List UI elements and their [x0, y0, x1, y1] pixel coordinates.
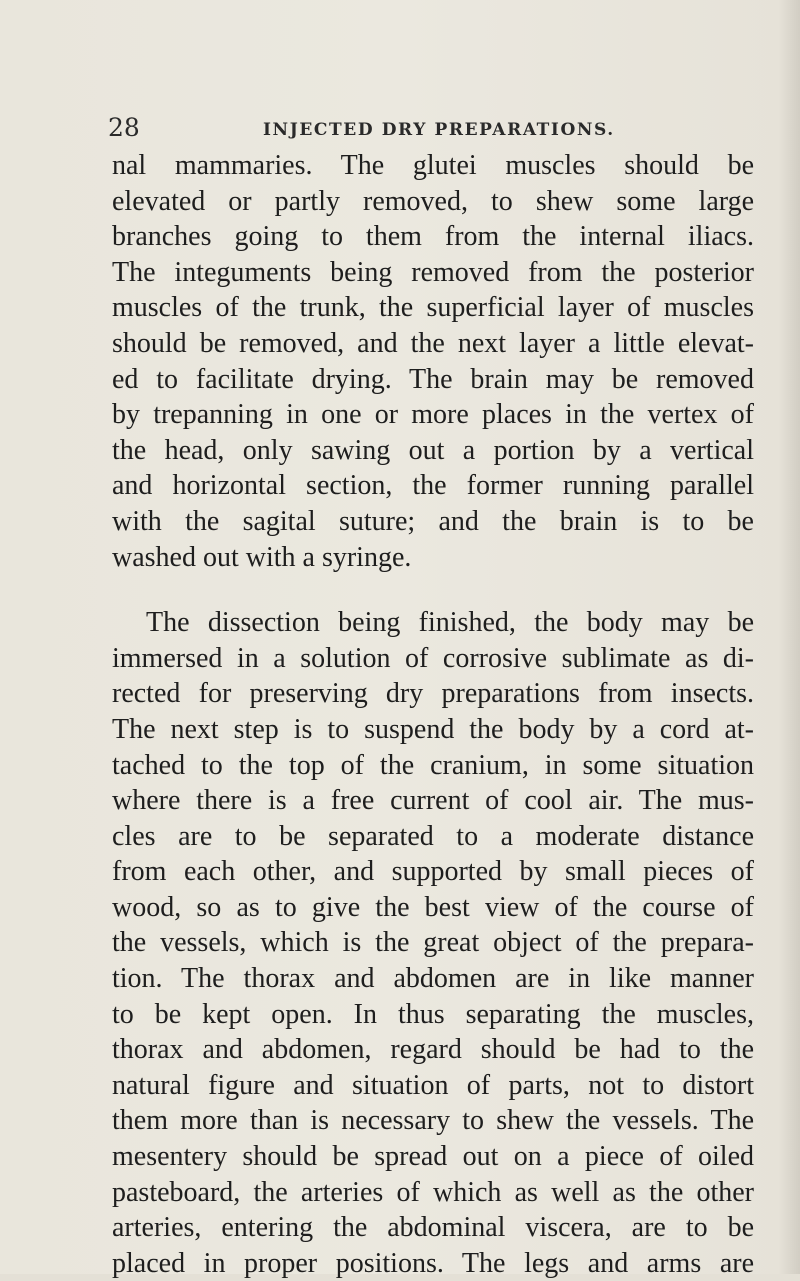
text-line: mesentery should be spread out on a piece of oiled: [112, 1141, 754, 1173]
text-line: rected for preserving dry preparations from insects.: [112, 678, 754, 710]
page-number: 28: [108, 113, 140, 142]
text-line: arteries, entering the abdominal viscera, are to be: [112, 1212, 754, 1244]
text-line: elevated or partly removed, to shew some large: [112, 185, 754, 217]
text-line: placed in proper positions. The legs and arms are: [112, 1247, 754, 1279]
text-line: the vessels, which is the great object of the prepara-: [112, 927, 754, 959]
paragraph-gap: [112, 575, 754, 605]
running-head: INJECTED DRY PREPARATIONS.: [263, 120, 615, 140]
text-line: thorax and abdomen, regard should be had to the: [112, 1034, 754, 1066]
text-line: The integuments being removed from the posterior: [112, 256, 754, 288]
text-line: the head, only sawing out a portion by a vertical: [112, 434, 754, 466]
text-line: where there is a free current of cool air. The mus-: [112, 785, 754, 817]
text-line: them more than is necessary to shew the vessels. The: [112, 1105, 754, 1137]
text-line: cles are to be separated to a moderate distance: [112, 820, 754, 852]
text-line: branches going to them from the internal iliacs.: [112, 221, 754, 253]
page-header: [108, 108, 748, 148]
text-line: from each other, and supported by small pieces of: [112, 856, 754, 888]
text-line: The dissection being finished, the body may be: [146, 607, 754, 639]
text-line: with the sagital suture; and the brain is to be: [112, 505, 754, 537]
text-line: to be kept open. In thus separating the muscles,: [112, 998, 754, 1030]
text-line: immersed in a solution of corrosive sublimate as di-: [112, 642, 754, 674]
text-line: by trepanning in one or more places in the vertex of: [112, 399, 754, 431]
text-line: tached to the top of the cranium, in some situation: [112, 749, 754, 781]
text-line: and horizontal section, the former running parallel: [112, 470, 754, 502]
text-line: wood, so as to give the best view of the course of: [112, 891, 754, 923]
text-line: tion. The thorax and abdomen are in like manner: [112, 963, 754, 995]
page-edge-shadow: [778, 0, 800, 1274]
text-line: should be removed, and the next layer a little elevat-: [112, 327, 754, 359]
text-line: washed out with a syringe.: [112, 541, 412, 573]
text-line: muscles of the trunk, the superficial layer of muscles: [112, 292, 754, 324]
paragraph-1: [112, 148, 754, 575]
paragraph-2: [112, 605, 754, 1281]
text-line: natural figure and situation of parts, not to distort: [112, 1069, 754, 1101]
text-line: nal mammaries. The glutei muscles should be: [112, 150, 754, 181]
text-line: ed to facilitate drying. The brain may be removed: [112, 363, 754, 395]
text-line: pasteboard, the arteries of which as well as the other: [112, 1176, 754, 1208]
body-text: [112, 148, 754, 1281]
text-line: The next step is to suspend the body by a cord at-: [112, 713, 754, 745]
